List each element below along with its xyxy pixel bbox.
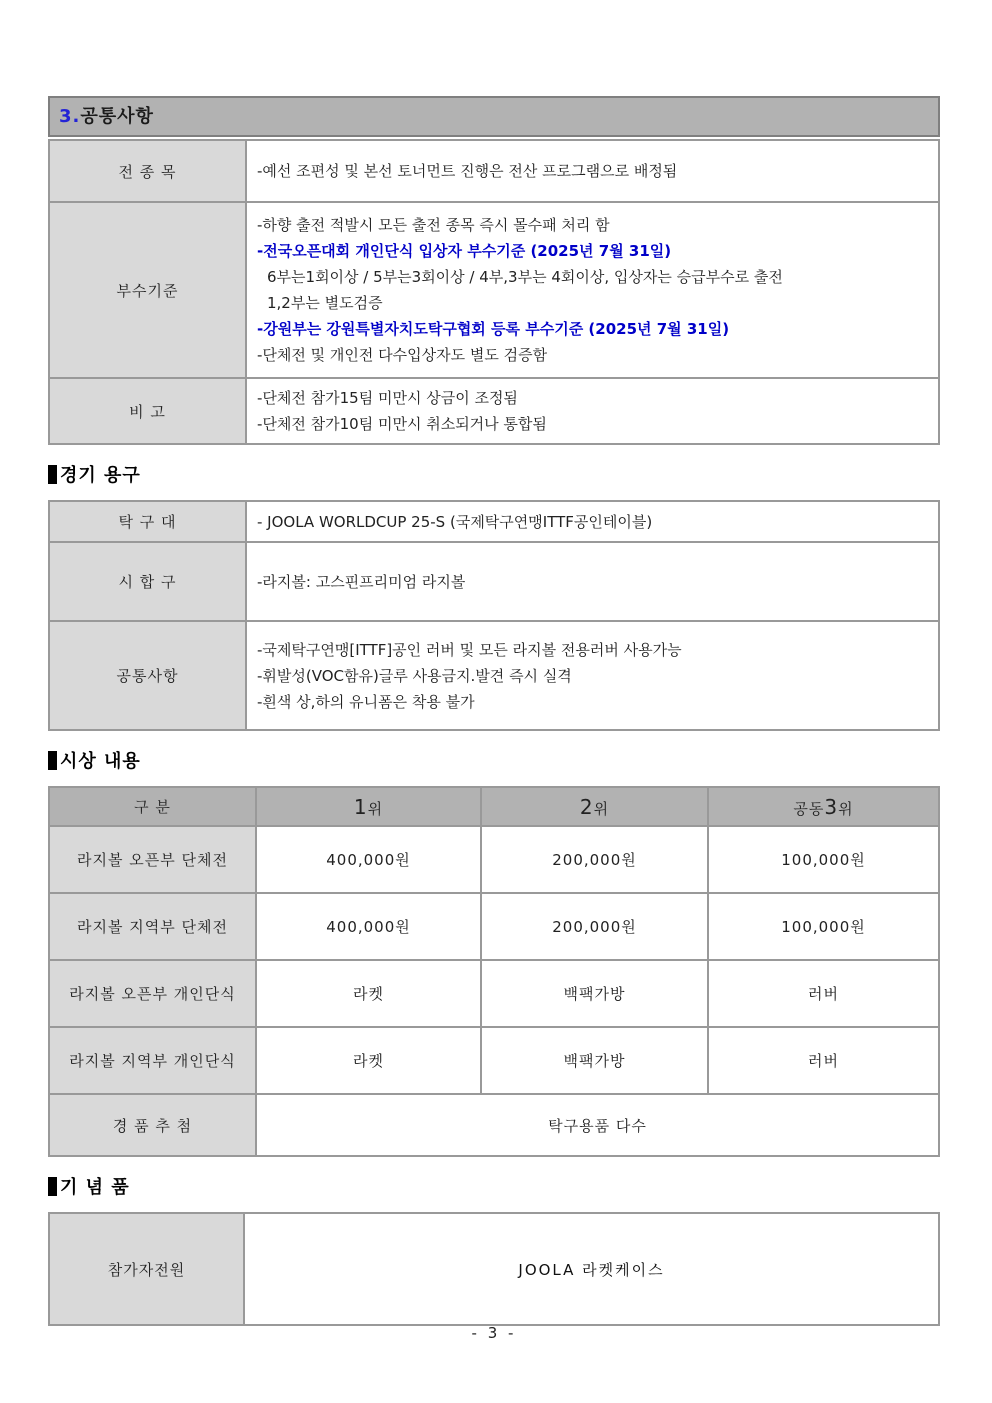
common-section-title-bar	[48, 96, 940, 137]
souvenir-value: JOOLA 라켓케이스	[244, 1213, 939, 1325]
row-label: 경 품 추 첨	[49, 1094, 256, 1156]
table-row	[49, 621, 939, 730]
text-line: 6부는1회이상 / 5부는3회이상 / 4부,3부는 4회이상, 입상자는 승급부수로 출전	[267, 268, 783, 286]
section-marker-icon	[48, 1177, 57, 1196]
row-label: 라지볼 오픈부 단체전	[49, 826, 256, 893]
prize-cell: 400,000원	[256, 893, 481, 960]
section-number: 3.	[59, 106, 81, 127]
document-page	[48, 96, 940, 1342]
section-marker-icon	[48, 751, 57, 770]
prize-cell: 200,000원	[481, 826, 708, 893]
row-label: 전 종 목	[49, 140, 246, 202]
prize-cell: 백팩가방	[481, 1027, 708, 1094]
table-row	[49, 826, 939, 893]
text-line: -휘발성(VOC함유)글루 사용금지.발견 즉시 실격	[257, 666, 572, 685]
page-number: - 3 -	[471, 1324, 517, 1342]
section-heading-text: 시상 내용	[60, 751, 141, 772]
common-table	[48, 139, 940, 445]
column-header-category: 구 분	[49, 787, 256, 826]
section-marker-icon	[48, 465, 57, 484]
text-line: -국제탁구연맹[ITTF]공인 러버 및 모든 라지볼 전용러버 사용가능	[257, 640, 682, 659]
column-header-rank3: 공동3위	[708, 787, 939, 826]
row-label: 라지볼 지역부 단체전	[49, 893, 256, 960]
text-line-highlight: -강원부는 강원특별자치도탁구협회 등록 부수기준 (2025년 7월 31일)	[257, 320, 730, 338]
row-content	[246, 501, 939, 542]
column-header-rank2: 2위	[481, 787, 708, 826]
section-heading-text: 경기 용구	[60, 465, 141, 486]
row-label: 탁 구 대	[49, 501, 246, 542]
text-line: -하향 출전 적발시 모든 출전 종목 즉시 몰수패 처리 함	[257, 216, 610, 234]
awards-section-heading	[48, 747, 940, 773]
table-row	[49, 140, 939, 202]
souvenir-section-heading	[48, 1173, 940, 1199]
table-row	[49, 1213, 939, 1325]
raffle-value: 탁구용품 다수	[256, 1094, 939, 1156]
prize-cell: 러버	[708, 1027, 939, 1094]
table-row	[49, 1027, 939, 1094]
row-label: 비 고	[49, 378, 246, 444]
table-row	[49, 202, 939, 378]
section-heading-text: 기 념 품	[60, 1177, 130, 1198]
text-line-highlight: -전국오픈대회 개인단식 입상자 부수기준 (2025년 7월 31일)	[257, 242, 672, 260]
row-label: 라지볼 오픈부 개인단식	[49, 960, 256, 1027]
prize-cell: 러버	[708, 960, 939, 1027]
equipment-table	[48, 500, 940, 731]
prize-cell: 라켓	[256, 1027, 481, 1094]
row-content	[246, 202, 939, 378]
text-line: -흰색 상,하의 유니폼은 착용 불가	[257, 692, 475, 711]
row-content	[246, 542, 939, 621]
table-row	[49, 378, 939, 444]
prize-cell: 백팩가방	[481, 960, 708, 1027]
text-line: -단체전 참가10팀 미만시 취소되거나 통합됨	[257, 415, 547, 433]
section-title: 공통사항	[80, 106, 154, 127]
table-row	[49, 960, 939, 1027]
row-label: 참가자전원	[49, 1213, 244, 1325]
column-header-rank1: 1위	[256, 787, 481, 826]
row-content	[246, 140, 939, 202]
prize-cell: 200,000원	[481, 893, 708, 960]
text-line: 1,2부는 별도검증	[267, 294, 383, 312]
prize-cell: 라켓	[256, 960, 481, 1027]
text-line: -단체전 및 개인전 다수입상자도 별도 검증함	[257, 346, 548, 364]
table-header-row	[49, 787, 939, 826]
table-row	[49, 893, 939, 960]
text-line: -단체전 참가15팀 미만시 상금이 조정됨	[257, 389, 518, 407]
table-row	[49, 1094, 939, 1156]
prize-cell: 100,000원	[708, 826, 939, 893]
table-row	[49, 501, 939, 542]
souvenir-table	[48, 1212, 940, 1326]
row-label: 공통사항	[49, 621, 246, 730]
row-content	[246, 621, 939, 730]
prize-cell: 400,000원	[256, 826, 481, 893]
text-line: -라지볼: 고스핀프리미엄 라지볼	[257, 572, 466, 591]
prize-cell: 100,000원	[708, 893, 939, 960]
table-row	[49, 542, 939, 621]
text-line: -예선 조편성 및 본선 토너먼트 진행은 전산 프로그램으로 배정됨	[257, 162, 678, 180]
awards-table	[48, 786, 940, 1157]
row-label: 라지볼 지역부 개인단식	[49, 1027, 256, 1094]
row-content	[246, 378, 939, 444]
equipment-section-heading	[48, 461, 940, 487]
row-label: 부수기준	[49, 202, 246, 378]
text-line: - JOOLA WORLDCUP 25-S (국제탁구연맹ITTF공인테이블)	[257, 512, 653, 531]
row-label: 시 합 구	[49, 542, 246, 621]
